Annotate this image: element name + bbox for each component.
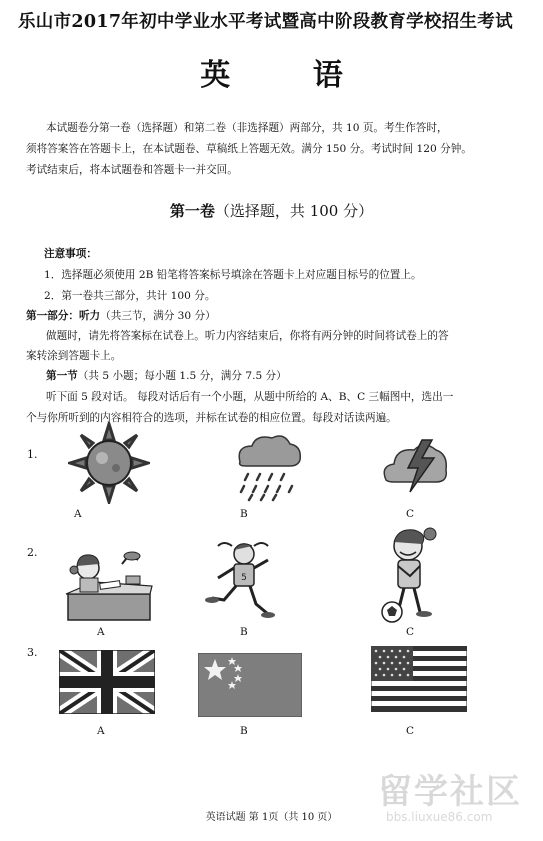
part1-heading [26,306,216,327]
girl-football-icon [378,526,442,624]
notes-item-1: 1．选择题必须使用 2B 铅笔将答案标号填涂在答题卡上对应题目标号的位置上。 [44,269,422,281]
intro-line-2: 须将答案答在答题卡上，在本试题卷、草稿纸上答题无效。满分 150 分。考试时间 120 分钟。 [26,143,472,155]
notes-heading: 注意事项： [44,248,97,260]
intro-line-3: 考试结束后，将本试题卷和答题卡一并交回。 [26,164,238,176]
notes-item-2: 2．第一卷共三部分，共计 100 分。 [44,290,216,302]
thunderstorm-icon [380,436,450,496]
svg-text:5: 5 [241,573,247,583]
question-3-option-c: C [406,725,415,737]
girl-running-icon [204,538,276,622]
question-3-option-b: B [240,725,248,737]
section1-heading-rest: （共 5 小题；每小题 1.5 分，满分 7.5 分） [77,370,287,382]
question-2-option-c: C [406,626,415,638]
volume-title-rest: （选择题，共 100 分） [214,202,374,220]
question-2-option-b: B [240,626,248,638]
question-1-option-a: A [74,508,82,520]
watermark-url: bbs.liuxue86.com [386,810,493,824]
question-1-option-b: B [240,508,248,520]
question-2-number: 2. [27,546,38,559]
question-1-option-c: C [406,508,415,520]
part1-heading-rest: （共三节，满分 30 分） [100,310,216,322]
china-flag-icon [198,653,302,717]
uk-flag-icon [59,650,155,714]
watermark [372,764,542,834]
part1-instr-2: 案转涂到答题卡上。 [26,350,122,362]
girl-studying-icon [64,546,154,622]
intro-line-1: 本试题卷分第一卷（选择题）和第二卷（非选择题）两部分，共 10 页。考生作答时， [46,122,448,134]
sun-icon [68,422,150,504]
question-3-option-a: A [97,725,105,737]
us-flag-icon [371,646,467,712]
volume-title-bold: 第一卷 [169,202,215,220]
section1-heading-bold: 第一节 [46,370,78,382]
question-1-number: 1. [27,448,38,461]
question-2-option-a: A [97,626,105,638]
part1-instr-1: 做题时，请先将答案标在试卷上。听力内容结束后，你将有两分钟的时间将试卷上的答 [46,330,449,342]
rain-cloud-icon [232,432,304,502]
volume-title [0,200,543,221]
question-3-number: 3. [27,646,38,659]
part1-heading-bold: 第一部分：听力 [26,310,101,322]
page-footer: 英语试题 第 1页（共 10 页） [205,812,338,823]
section1-instr-2: 个与你所听到的内容相符合的选项，并标在试卷的相应位置。每段对话读两遍。 [26,412,397,424]
section1-heading [46,366,287,387]
exam-title: 乐山市2017年初中学业水平考试暨高中阶段教育学校招生考试 [18,12,513,32]
section1-instr-1: 听下面 5 段对话。 每段对话后有一个小题，从题中所给的 A、B、C 三幅图中，选出一 [46,391,454,403]
watermark-brand: 留学社区 [378,772,522,812]
subject-title: 英 语 [200,58,379,93]
